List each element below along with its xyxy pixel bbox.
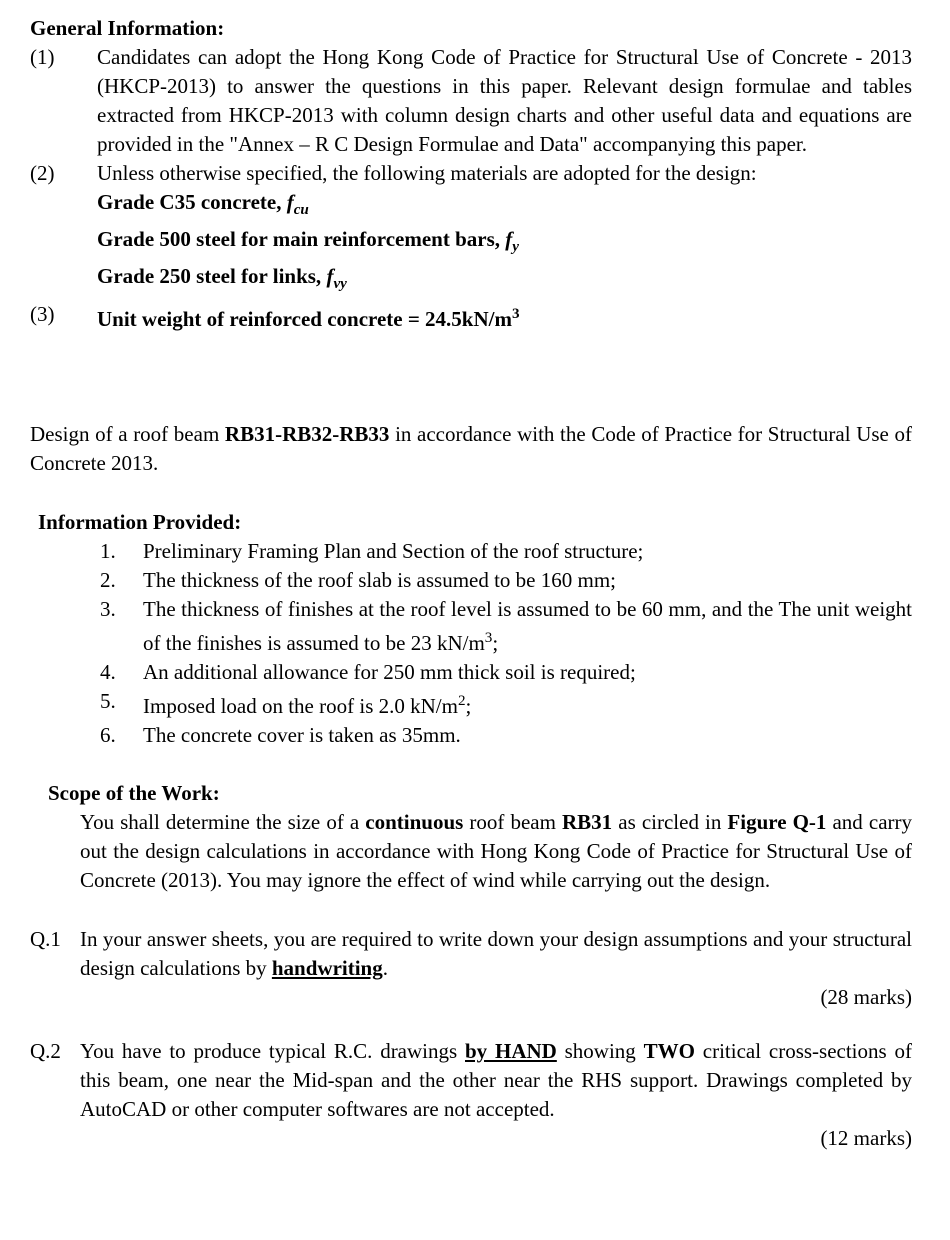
info-item-5-text: Imposed load on the roof is 2.0 $kN/m^2$;	[143, 692, 472, 718]
info-item-2	[100, 566, 912, 595]
information-provided-heading: Information Provided:	[38, 509, 242, 534]
question-2-marks: (12 marks)	[820, 1125, 912, 1150]
info-item-3	[100, 595, 912, 658]
info-item-1-number: 1.	[100, 538, 116, 563]
general-item-1-number: (1)	[30, 45, 55, 69]
info-item-4-text: An additional allowance for 250 mm thick soil is required;	[143, 659, 636, 684]
general-item-1	[30, 43, 912, 159]
info-item-6	[100, 721, 912, 750]
general-information-section	[30, 14, 912, 334]
scope-section	[30, 779, 912, 895]
question-1-marks: (28 marks)	[820, 984, 912, 1009]
general-item-2-number: (2)	[30, 161, 55, 185]
question-1-text: In your answer sheets, you are required to write down your design assumptions and your structural design calculations by handwriting.	[80, 926, 912, 980]
info-item-3-text: The thickness of finishes at the roof level is assumed to be 60 mm, and the The unit weight of the finishes is assumed to be 23 $kN/m^3$;	[143, 596, 912, 655]
question-2-row	[30, 1037, 912, 1124]
general-item-2-intro: Unless otherwise specified, the following materials are adopted for the design:	[97, 161, 757, 185]
information-provided-section	[30, 508, 912, 750]
info-item-6-number: 6.	[100, 722, 116, 747]
info-item-1-text: Preliminary Framing Plan and Section of the roof structure;	[143, 538, 644, 563]
general-item-3-text: Unit weight of reinforced concrete = $24.5kN/m^3$	[97, 305, 520, 331]
info-item-3-number: 3.	[100, 596, 116, 621]
question-1	[30, 925, 912, 1012]
design-intro-paragraph: Design of a roof beam RB31-RB32-RB33 in accordance with the Code of Practice for Structural Use of Concrete 2013.	[30, 421, 912, 475]
general-item-1-text: Candidates can adopt the Hong Kong Code of Practice for Structural Use of Concrete - 2013 (HKCP-2013) to answer the questions in this paper. Relevant design formulae and tables extracted from HKCP-2013 with column design charts and other useful data and equations are provided in the "Annex – R C Design Formulae and Data" accompanying this paper.	[97, 45, 912, 156]
general-information-heading: General Information:	[30, 16, 225, 40]
info-item-4	[100, 658, 912, 687]
scope-heading: Scope of the Work:	[48, 780, 220, 805]
info-item-4-number: 4.	[100, 659, 116, 684]
info-item-5	[100, 687, 912, 721]
general-item-2-body	[97, 159, 912, 300]
info-item-2-text: The thickness of the roof slab is assumed to be 160 mm;	[143, 567, 617, 592]
general-item-3	[30, 300, 912, 334]
scope-paragraph: You shall determine the size of a continuous roof beam RB31 as circled in Figure Q-1 and carry out the design calculations in accordance with Hong Kong Code of Practice for Structural Use of Concrete (2013). You may ignore the effect of wind while carrying out the design.	[80, 809, 913, 892]
info-item-1	[100, 537, 912, 566]
general-item-3-number: (3)	[30, 301, 55, 326]
question-2-text: You have to produce typical R.C. drawings by HAND showing TWO critical cross-sections of this beam, one near the Mid-span and the other near the RHS support. Drawings completed by AutoCAD or other computer softwares are not accepted.	[80, 1038, 912, 1121]
material-line-concrete: Grade C35 concrete, $f_{cu}$	[97, 190, 309, 219]
material-line-links: Grade 250 steel for links, $f_{vy}$	[97, 264, 347, 293]
info-item-6-text: The concrete cover is taken as 35mm.	[143, 722, 461, 747]
general-item-2	[30, 159, 912, 300]
question-2	[30, 1037, 912, 1153]
info-item-2-number: 2.	[100, 567, 116, 592]
question-2-number: Q.2	[30, 1038, 61, 1063]
question-1-number: Q.1	[30, 926, 61, 951]
material-line-main-reinforcement: Grade 500 steel for main reinforcement bars, $f_y$	[97, 227, 519, 256]
question-1-row	[30, 925, 912, 983]
info-item-5-number: 5.	[100, 688, 116, 713]
